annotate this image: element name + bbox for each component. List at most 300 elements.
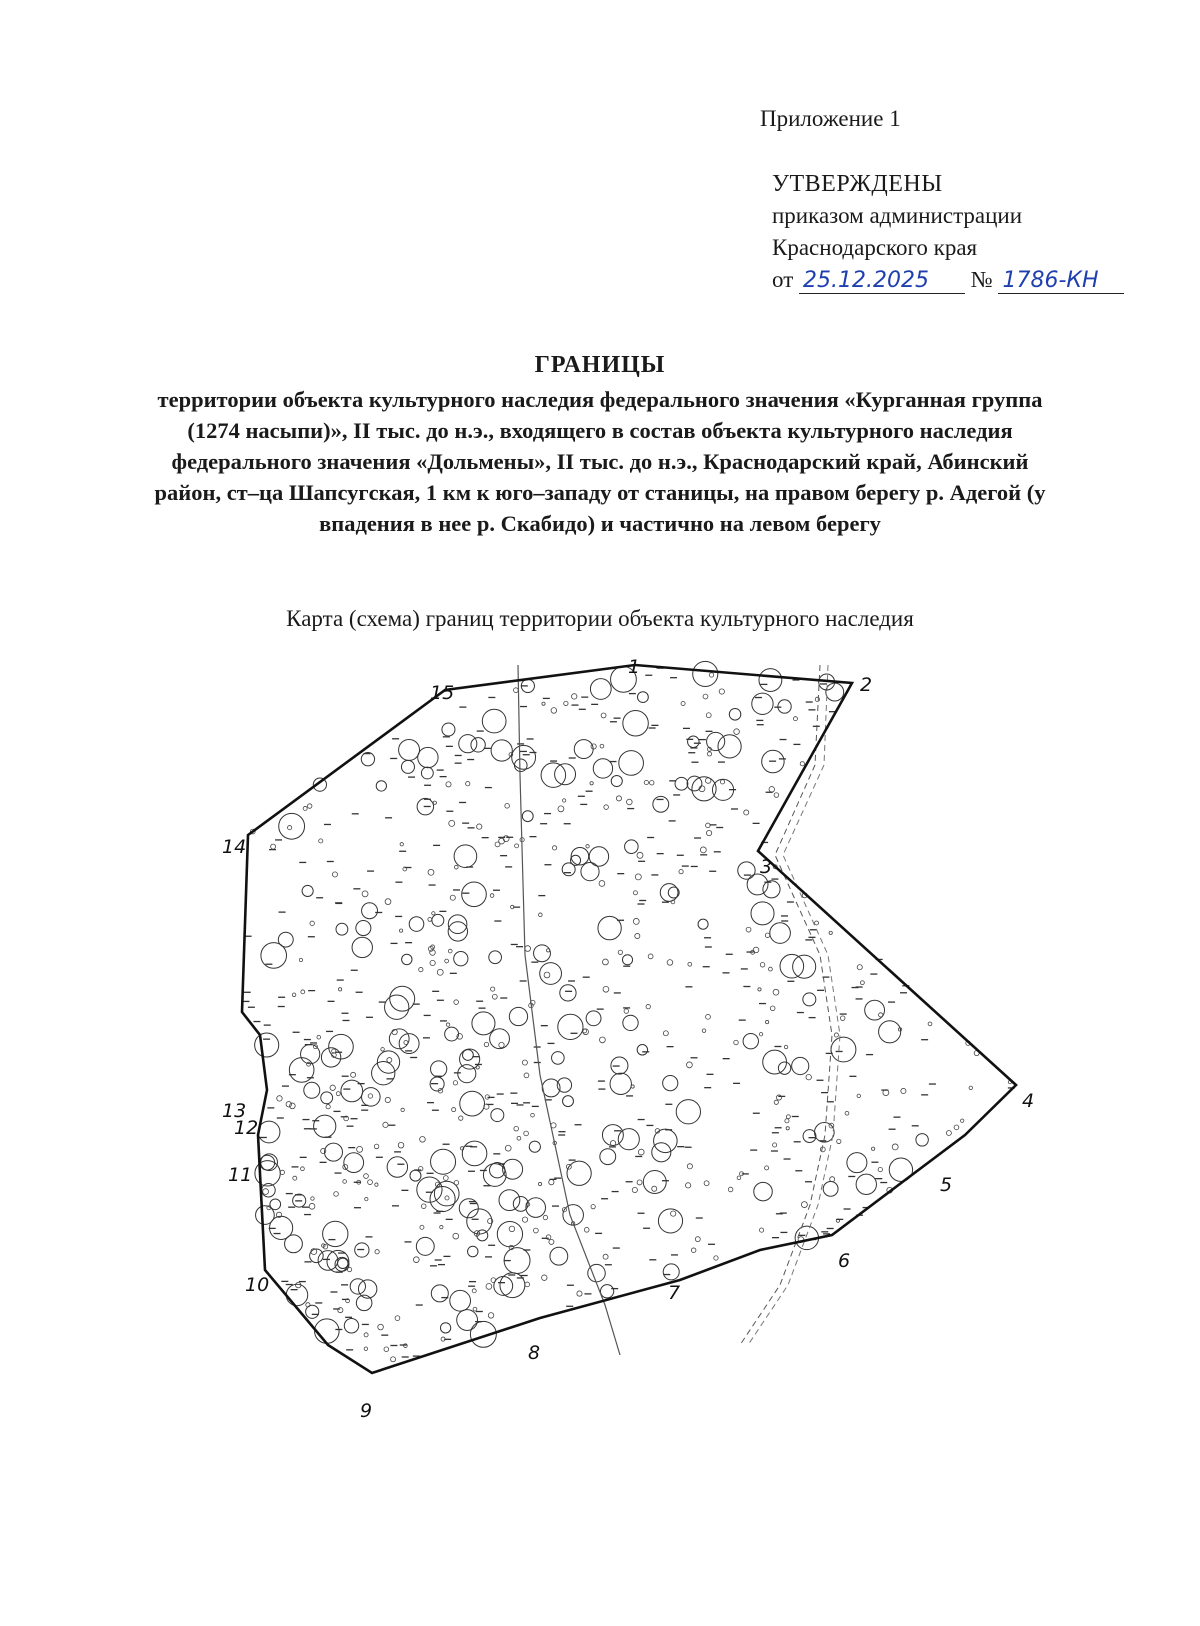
mound-marker	[362, 1088, 381, 1107]
mound-marker	[430, 1186, 455, 1211]
mound-marker	[418, 747, 438, 767]
mound-marker	[330, 1085, 335, 1090]
mound-marker	[338, 1308, 343, 1313]
mound-marker	[321, 1148, 326, 1153]
mound-marker	[539, 913, 543, 917]
mound-marker	[638, 1149, 644, 1155]
mound-marker	[549, 1180, 554, 1185]
mound-marker	[691, 1248, 696, 1253]
mound-marker	[637, 852, 643, 858]
mound-marker	[815, 697, 819, 701]
mound-marker	[533, 1228, 538, 1233]
mound-marker	[603, 959, 609, 965]
mound-marker	[679, 870, 683, 874]
mound-marker	[416, 1237, 434, 1255]
mound-marker	[332, 872, 337, 877]
mound-marker	[452, 1108, 456, 1112]
mound-marker	[769, 787, 775, 793]
mound-marker	[446, 1023, 449, 1026]
mound-marker	[437, 969, 443, 975]
mound-marker	[522, 1060, 527, 1065]
mound-marker	[440, 1225, 443, 1228]
river-line	[740, 665, 832, 1345]
mound-marker	[786, 1127, 789, 1130]
mound-marker	[803, 993, 816, 1006]
mound-marker	[707, 732, 725, 750]
mound-marker	[365, 1197, 368, 1200]
mound-marker	[323, 1245, 327, 1249]
mound-marker	[688, 736, 700, 748]
mound-marker	[357, 1146, 363, 1152]
mound-marker	[321, 1092, 333, 1104]
mound-marker	[625, 840, 639, 854]
mound-marker	[468, 1246, 478, 1256]
mound-marker	[542, 1275, 547, 1280]
mound-marker	[618, 950, 622, 954]
mound-marker	[616, 796, 621, 801]
mound-marker	[531, 1113, 535, 1117]
mound-marker	[503, 1159, 523, 1179]
mound-marker	[633, 891, 637, 895]
mound-marker	[278, 932, 293, 947]
mound-marker	[792, 1057, 809, 1074]
mound-marker	[586, 1011, 601, 1026]
approval-line-1: приказом администрации	[772, 203, 1023, 228]
mound-marker	[591, 1204, 595, 1208]
mound-marker	[652, 1186, 657, 1191]
document-subtitle: территории объекта культурного наследия федерального значения «Курганная группа (1274 насыпи)», II тыс. до н.э., входящего в состав объекта культурного наследия федерального значения «Дольмены», II тыс. до н.э., Краснодарский край, Абинский район, ст–ца Шапсугская, 1 км к юго–западу от станицы, на правом берегу р. Адегой (у впадения в нее р. Скабидо) и частично на левом берегу	[154, 387, 1046, 536]
mound-marker	[676, 1100, 700, 1124]
mound-marker	[773, 989, 779, 995]
mound-marker	[793, 955, 816, 978]
mound-marker	[542, 702, 545, 705]
mound-marker	[517, 1136, 521, 1140]
mound-marker	[450, 895, 455, 900]
burial-mound-markers	[242, 661, 1014, 1361]
mound-marker	[847, 1153, 867, 1173]
mound-marker	[675, 777, 688, 790]
mound-marker	[334, 1192, 339, 1197]
mound-marker	[400, 843, 403, 846]
mound-marker	[491, 987, 495, 991]
mound-marker	[543, 1215, 547, 1219]
mound-marker	[961, 1119, 964, 1122]
mound-marker	[555, 764, 576, 785]
mound-marker	[301, 990, 305, 994]
mound-marker	[549, 1239, 554, 1244]
boundary-point-label: 15	[430, 682, 455, 704]
mound-marker	[558, 806, 564, 812]
mound-marker	[303, 806, 307, 810]
mound-marker	[892, 1144, 898, 1150]
mound-marker	[512, 745, 536, 769]
mound-marker	[693, 661, 718, 686]
mound-marker	[336, 1092, 340, 1096]
mound-marker	[460, 1049, 480, 1069]
mound-marker	[590, 679, 611, 700]
mound-marker	[646, 1004, 650, 1008]
mound-marker	[649, 781, 653, 785]
mound-marker	[538, 1182, 541, 1185]
mound-marker	[954, 1125, 959, 1130]
boundary-map	[220, 655, 1060, 1455]
mound-marker	[653, 796, 669, 812]
mound-marker	[505, 1145, 511, 1151]
mound-marker	[378, 1324, 384, 1330]
mound-marker	[786, 1115, 790, 1119]
mound-marker	[534, 945, 551, 962]
mound-marker	[637, 1180, 642, 1185]
mound-marker	[547, 949, 550, 952]
mound-marker	[450, 1290, 471, 1311]
mound-marker	[784, 1045, 787, 1048]
mound-marker	[525, 1282, 530, 1287]
mound-marker	[490, 894, 494, 898]
mound-marker	[702, 1029, 706, 1033]
boundary-point-label: 11	[228, 1164, 253, 1186]
mound-marker	[871, 1147, 874, 1150]
mound-marker	[709, 673, 713, 677]
mound-marker	[513, 688, 518, 693]
mound-marker	[599, 881, 605, 887]
mound-marker	[687, 1164, 692, 1169]
mound-marker	[304, 1082, 320, 1098]
mound-marker	[698, 919, 708, 929]
mound-marker	[916, 1134, 928, 1146]
mound-marker	[581, 863, 599, 881]
mound-marker	[700, 847, 706, 853]
mound-marker	[364, 1347, 367, 1350]
mound-marker	[806, 1074, 811, 1079]
mound-marker	[707, 752, 711, 756]
mound-marker	[560, 985, 576, 1001]
boundary-point-label: 9	[360, 1400, 373, 1422]
mound-marker	[704, 1181, 709, 1186]
mound-marker	[375, 1183, 378, 1186]
boundary-point-label: 6	[838, 1250, 851, 1272]
mound-marker	[263, 1189, 269, 1195]
mound-marker	[623, 711, 649, 737]
mound-marker	[754, 1182, 773, 1201]
mound-marker	[315, 1319, 340, 1344]
mound-marker	[604, 805, 609, 810]
mound-marker	[430, 960, 435, 965]
mound-marker	[551, 708, 557, 714]
approval-date-number	[772, 264, 1124, 296]
mound-marker	[879, 1021, 901, 1043]
mound-marker	[459, 735, 477, 753]
mound-marker	[768, 967, 772, 971]
mound-marker	[826, 683, 844, 701]
mound-marker	[260, 1155, 275, 1170]
mound-marker	[526, 1198, 546, 1218]
mound-marker	[321, 1048, 340, 1067]
mound-marker	[499, 1042, 504, 1047]
mound-marker	[428, 869, 434, 875]
mound-marker	[420, 1225, 424, 1229]
mound-marker	[714, 1256, 718, 1260]
mound-marker	[759, 669, 782, 692]
mound-marker	[734, 1040, 739, 1045]
mound-marker	[831, 1037, 856, 1062]
mound-marker	[830, 1177, 835, 1182]
mound-marker	[317, 1035, 321, 1039]
mound-marker	[860, 981, 864, 985]
mound-marker	[462, 882, 487, 907]
mound-marker	[454, 1000, 459, 1005]
mound-marker	[574, 740, 593, 759]
mound-marker	[820, 1147, 825, 1152]
mound-marker	[351, 1072, 356, 1077]
territory-boundary	[242, 665, 1016, 1373]
mound-marker	[270, 1199, 281, 1210]
mound-marker	[515, 844, 519, 848]
mound-marker	[311, 1197, 315, 1201]
mound-marker	[324, 1143, 342, 1161]
mound-marker	[482, 709, 506, 733]
mound-marker	[524, 1131, 529, 1136]
mound-marker	[706, 830, 711, 835]
mound-marker	[602, 1125, 623, 1146]
mound-marker	[800, 762, 804, 766]
mound-marker	[719, 689, 724, 694]
mound-marker	[840, 1016, 845, 1021]
mound-marker	[550, 1247, 568, 1265]
mound-marker	[584, 1227, 589, 1232]
mound-marker	[364, 1174, 369, 1179]
document-title: ГРАНИЦЫ	[534, 352, 666, 378]
mound-marker	[524, 1073, 529, 1078]
mound-marker	[600, 1149, 616, 1165]
mound-marker	[398, 1142, 404, 1148]
mound-marker	[417, 1177, 442, 1202]
mound-marker	[540, 963, 562, 985]
mound-marker	[623, 1015, 638, 1030]
mound-marker	[299, 958, 302, 961]
annex-label: Приложение 1	[760, 106, 901, 131]
mound-marker	[637, 1045, 647, 1055]
boundary-point-label: 1	[628, 656, 641, 678]
mound-marker	[338, 1258, 348, 1268]
mound-marker	[462, 1141, 487, 1166]
mound-marker	[445, 1027, 459, 1041]
mound-marker	[404, 1344, 408, 1348]
handwritten-date: 25.12.2025	[799, 269, 965, 294]
mound-marker	[319, 839, 323, 843]
mound-marker	[453, 1081, 457, 1085]
mound-marker	[969, 1086, 972, 1089]
mound-marker	[292, 993, 296, 997]
mound-marker	[446, 782, 451, 787]
mound-marker	[627, 799, 633, 805]
mound-marker	[309, 1203, 315, 1209]
mound-marker	[687, 776, 702, 791]
mound-marker	[458, 1065, 476, 1083]
mound-marker	[878, 1167, 882, 1171]
mound-marker	[901, 1088, 906, 1093]
mound-marker	[385, 995, 409, 1019]
mound-marker	[737, 1176, 741, 1180]
mound-marker	[785, 1119, 789, 1123]
mound-marker	[946, 1130, 951, 1135]
mound-marker	[404, 1040, 408, 1044]
mound-marker	[402, 954, 412, 964]
mound-marker	[544, 972, 550, 978]
mound-marker	[286, 1102, 291, 1107]
mound-marker	[720, 780, 724, 784]
mound-marker	[525, 946, 531, 952]
mound-marker	[637, 692, 648, 703]
mound-marker	[590, 782, 593, 785]
mound-marker	[770, 1006, 775, 1011]
mound-marker	[780, 954, 804, 978]
mound-marker	[746, 927, 751, 932]
mound-marker	[803, 1130, 816, 1143]
mound-marker	[837, 1139, 841, 1143]
mound-marker	[390, 986, 415, 1011]
mound-marker	[522, 1217, 527, 1222]
mound-marker	[310, 921, 314, 925]
mound-marker	[765, 1166, 769, 1170]
mound-marker	[473, 1307, 477, 1311]
mound-marker	[706, 823, 711, 828]
mound-marker	[288, 826, 292, 830]
mound-marker	[472, 1012, 495, 1035]
mound-marker	[314, 1115, 336, 1137]
mound-marker	[471, 738, 485, 752]
mound-marker	[361, 753, 374, 766]
mound-marker	[857, 965, 862, 970]
mound-marker	[457, 1310, 478, 1331]
mound-marker	[593, 759, 612, 778]
mound-marker	[845, 1111, 849, 1115]
mound-marker	[600, 1285, 613, 1298]
mound-marker	[375, 1250, 379, 1254]
mound-marker	[823, 1181, 838, 1196]
mound-marker	[751, 902, 774, 925]
mound-marker	[497, 1221, 522, 1246]
boundary-point-label: 12	[234, 1117, 259, 1139]
mound-marker	[705, 778, 711, 784]
mound-marker	[610, 1073, 631, 1094]
mound-marker	[601, 713, 606, 718]
mound-marker	[420, 1136, 426, 1142]
mound-marker	[503, 836, 509, 842]
mound-marker	[743, 1033, 758, 1048]
mound-marker	[738, 862, 755, 879]
mound-marker	[718, 735, 741, 758]
mound-marker	[454, 952, 468, 966]
mound-marker	[505, 804, 510, 809]
mound-marker	[663, 1031, 668, 1036]
boundary-point-label: 10	[245, 1274, 270, 1296]
mound-marker	[391, 1357, 396, 1362]
mound-marker	[490, 1029, 510, 1049]
mound-marker	[633, 918, 639, 924]
mound-marker	[368, 1094, 372, 1098]
mound-marker	[368, 1180, 373, 1185]
mound-marker	[477, 824, 482, 829]
mound-marker	[401, 760, 414, 773]
mound-marker	[686, 1183, 691, 1188]
mound-marker	[589, 847, 608, 866]
mound-marker	[362, 891, 368, 897]
mound-marker	[343, 1180, 347, 1184]
mound-marker	[563, 1096, 574, 1107]
mound-marker	[466, 782, 470, 786]
number-prefix: №	[970, 267, 993, 292]
handwritten-number: 1786-КН	[998, 269, 1124, 294]
mound-marker	[431, 1149, 456, 1174]
mound-marker	[448, 949, 452, 953]
mound-marker	[326, 1105, 330, 1109]
mound-marker	[622, 955, 632, 965]
mound-marker	[619, 751, 644, 776]
mound-marker	[302, 885, 313, 896]
mound-marker	[648, 954, 653, 959]
mound-marker	[729, 709, 741, 721]
mound-marker	[381, 1047, 385, 1051]
mound-marker	[432, 912, 435, 915]
mound-marker	[492, 994, 497, 999]
mound-marker	[686, 1062, 692, 1068]
boundary-point-label: 2	[860, 674, 873, 696]
mound-marker	[758, 988, 761, 991]
mound-marker	[387, 1157, 407, 1177]
mound-marker	[271, 844, 276, 849]
mound-marker	[301, 1167, 305, 1171]
mound-marker	[928, 1022, 932, 1026]
mound-marker	[632, 1187, 637, 1192]
mound-marker	[688, 962, 692, 966]
mound-marker	[454, 865, 458, 869]
mound-marker	[419, 967, 423, 971]
mound-marker	[489, 951, 502, 964]
mound-marker	[499, 1190, 520, 1211]
mound-marker	[681, 701, 685, 705]
mound-marker	[445, 959, 449, 963]
mound-marker	[491, 1109, 504, 1122]
mound-marker	[611, 775, 622, 786]
mound-marker	[443, 1176, 448, 1181]
mound-marker	[552, 1052, 565, 1065]
boundary-point-label: 7	[668, 1282, 681, 1304]
mound-marker	[829, 931, 832, 934]
road-line	[518, 665, 620, 1355]
mound-marker	[773, 1143, 777, 1147]
mound-marker	[765, 1020, 768, 1023]
mound-marker	[364, 1333, 368, 1337]
mound-marker	[387, 1058, 392, 1063]
mound-marker	[344, 1319, 358, 1333]
mound-marker	[765, 933, 769, 937]
mound-marker	[401, 1108, 404, 1111]
mound-marker	[445, 1196, 449, 1200]
mound-marker	[385, 899, 391, 905]
mound-marker	[856, 1174, 876, 1194]
mound-marker	[600, 744, 604, 748]
mound-marker	[643, 1171, 666, 1194]
mound-marker	[624, 1009, 628, 1013]
mound-marker	[577, 1291, 582, 1296]
mound-marker	[459, 1116, 463, 1120]
mound-marker	[449, 820, 455, 826]
mound-marker	[356, 921, 371, 936]
boundary-point-label: 14	[222, 836, 247, 858]
mound-marker	[432, 914, 444, 926]
mound-marker	[440, 1323, 450, 1333]
mound-marker	[453, 1233, 459, 1239]
